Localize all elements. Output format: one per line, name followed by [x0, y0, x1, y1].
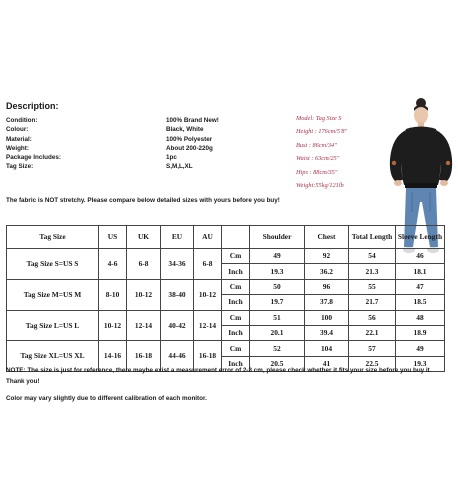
tag-size-cell: Tag Size M=US M [7, 279, 99, 310]
sleeve-cell: 18.5 [396, 295, 445, 310]
spec-label-package: Package Includes: [6, 154, 61, 162]
spec-label-material: Material: [6, 135, 32, 143]
sleeve-cell: 46 [396, 249, 445, 264]
model-bust: Bust : 86cm/34" [296, 141, 337, 149]
unit-cell: Cm [222, 310, 250, 325]
eu-cell: 34-36 [161, 249, 194, 280]
eu-cell: 38-40 [161, 279, 194, 310]
shoulder-cell: 51 [250, 310, 305, 325]
header-unit [222, 226, 250, 249]
chest-cell: 92 [305, 249, 349, 264]
model-tag-size: Model: Tag Size S [296, 115, 342, 122]
chest-cell: 36.2 [305, 264, 349, 279]
us-cell: 10-12 [99, 310, 127, 341]
au-cell: 10-12 [194, 279, 222, 310]
uk-cell: 6-8 [127, 249, 161, 280]
model-hips: Hips : 88cm/35" [296, 168, 338, 176]
us-cell: 8-10 [99, 279, 127, 310]
sleeve-cell: 18.9 [396, 325, 445, 340]
spec-label-weight: Weight: [6, 144, 29, 152]
spec-value-package: 1pc [166, 154, 177, 162]
length-cell: 57 [349, 341, 396, 356]
stretch-note: The fabric is NOT stretchy. Please compare below detailed sizes with yours before you buy! [6, 197, 280, 204]
sleeve-cell: 48 [396, 310, 445, 325]
table-row [7, 310, 445, 325]
table-row [7, 249, 445, 264]
uk-cell: 16-18 [127, 341, 161, 372]
shoulder-cell: 20.5 [250, 356, 305, 371]
description-title: Description: [6, 101, 59, 111]
spec-value-tag-size: S,M,L,XL [166, 163, 193, 171]
shoulder-cell: 49 [250, 249, 305, 264]
us-cell: 4-6 [99, 249, 127, 280]
spec-label-tag-size: Tag Size: [6, 163, 34, 171]
header-eu: EU [161, 226, 194, 249]
sleeve-cell: 18.1 [396, 264, 445, 279]
spec-labels [6, 116, 61, 172]
tag-size-cell: Tag Size XL=US XL [7, 341, 99, 372]
header-chest: Chest [305, 226, 349, 249]
size-table [6, 225, 445, 372]
table-row [7, 279, 445, 294]
unit-cell: Inch [222, 295, 250, 310]
unit-cell: Cm [222, 279, 250, 294]
sleeve-cell: 47 [396, 279, 445, 294]
spec-value-weight: About 200-220g [166, 144, 213, 152]
unit-cell: Inch [222, 325, 250, 340]
shoulder-cell: 50 [250, 279, 305, 294]
length-cell: 56 [349, 310, 396, 325]
shoulder-cell: 19.7 [250, 295, 305, 310]
chest-cell: 96 [305, 279, 349, 294]
uk-cell: 10-12 [127, 279, 161, 310]
sleeve-cell: 49 [396, 341, 445, 356]
shoulder-cell: 19.3 [250, 264, 305, 279]
model-height: Height : 176cm/5'8" [296, 128, 348, 136]
eu-cell: 44-46 [161, 341, 194, 372]
shoulder-cell: 20.1 [250, 325, 305, 340]
model-weight: Weight:55kg/121lb [296, 182, 344, 190]
tag-size-cell: Tag Size L=US L [7, 310, 99, 341]
unit-cell: Cm [222, 341, 250, 356]
sleeve-cell: 19.3 [396, 356, 445, 371]
shoulder-cell: 52 [250, 341, 305, 356]
model-info [296, 112, 391, 192]
spec-values [166, 116, 219, 172]
length-cell: 21.7 [349, 295, 396, 310]
spec-label-colour: Colour: [6, 126, 29, 134]
chest-cell: 100 [305, 310, 349, 325]
header-tag-size: Tag Size [7, 226, 99, 249]
length-cell: 22.5 [349, 356, 396, 371]
unit-cell: Inch [222, 264, 250, 279]
chest-cell: 104 [305, 341, 349, 356]
spec-value-colour: Black, White [166, 126, 204, 134]
chest-cell: 41 [305, 356, 349, 371]
table-header-row [7, 226, 445, 249]
color-note: Color may vary slightly due to different calibration of each monitor. [6, 395, 207, 402]
chest-cell: 37.8 [305, 295, 349, 310]
measurement-note: NOTE: The size is just for reference, there maybe exist a measurement error of 2-3 cm, please check whether it fits your size before you buy it. Thank you! [6, 367, 432, 385]
tag-size-cell: Tag Size S=US S [7, 249, 99, 280]
spec-value-material: 100% Polyester [166, 135, 213, 143]
us-cell: 14-16 [99, 341, 127, 372]
header-au: AU [194, 226, 222, 249]
unit-cell: Inch [222, 356, 250, 371]
length-cell: 54 [349, 249, 396, 264]
length-cell: 21.3 [349, 264, 396, 279]
header-shoulder: Shoulder [250, 226, 305, 249]
table-row [7, 341, 445, 356]
length-cell: 22.1 [349, 325, 396, 340]
length-cell: 55 [349, 279, 396, 294]
spec-value-condition: 100% Brand New! [166, 117, 219, 124]
au-cell: 6-8 [194, 249, 222, 280]
model-waist: Waist : 63cm/25" [296, 155, 340, 163]
au-cell: 16-18 [194, 341, 222, 372]
header-sleeve-length: Sleeve Length [396, 226, 445, 249]
header-us: US [99, 226, 127, 249]
header-uk: UK [127, 226, 161, 249]
header-total-length: Total Length [349, 226, 396, 249]
au-cell: 12-14 [194, 310, 222, 341]
spec-label-condition: Condition: [6, 117, 38, 124]
uk-cell: 12-14 [127, 310, 161, 341]
eu-cell: 40-42 [161, 310, 194, 341]
chest-cell: 39.4 [305, 325, 349, 340]
unit-cell: Cm [222, 249, 250, 264]
